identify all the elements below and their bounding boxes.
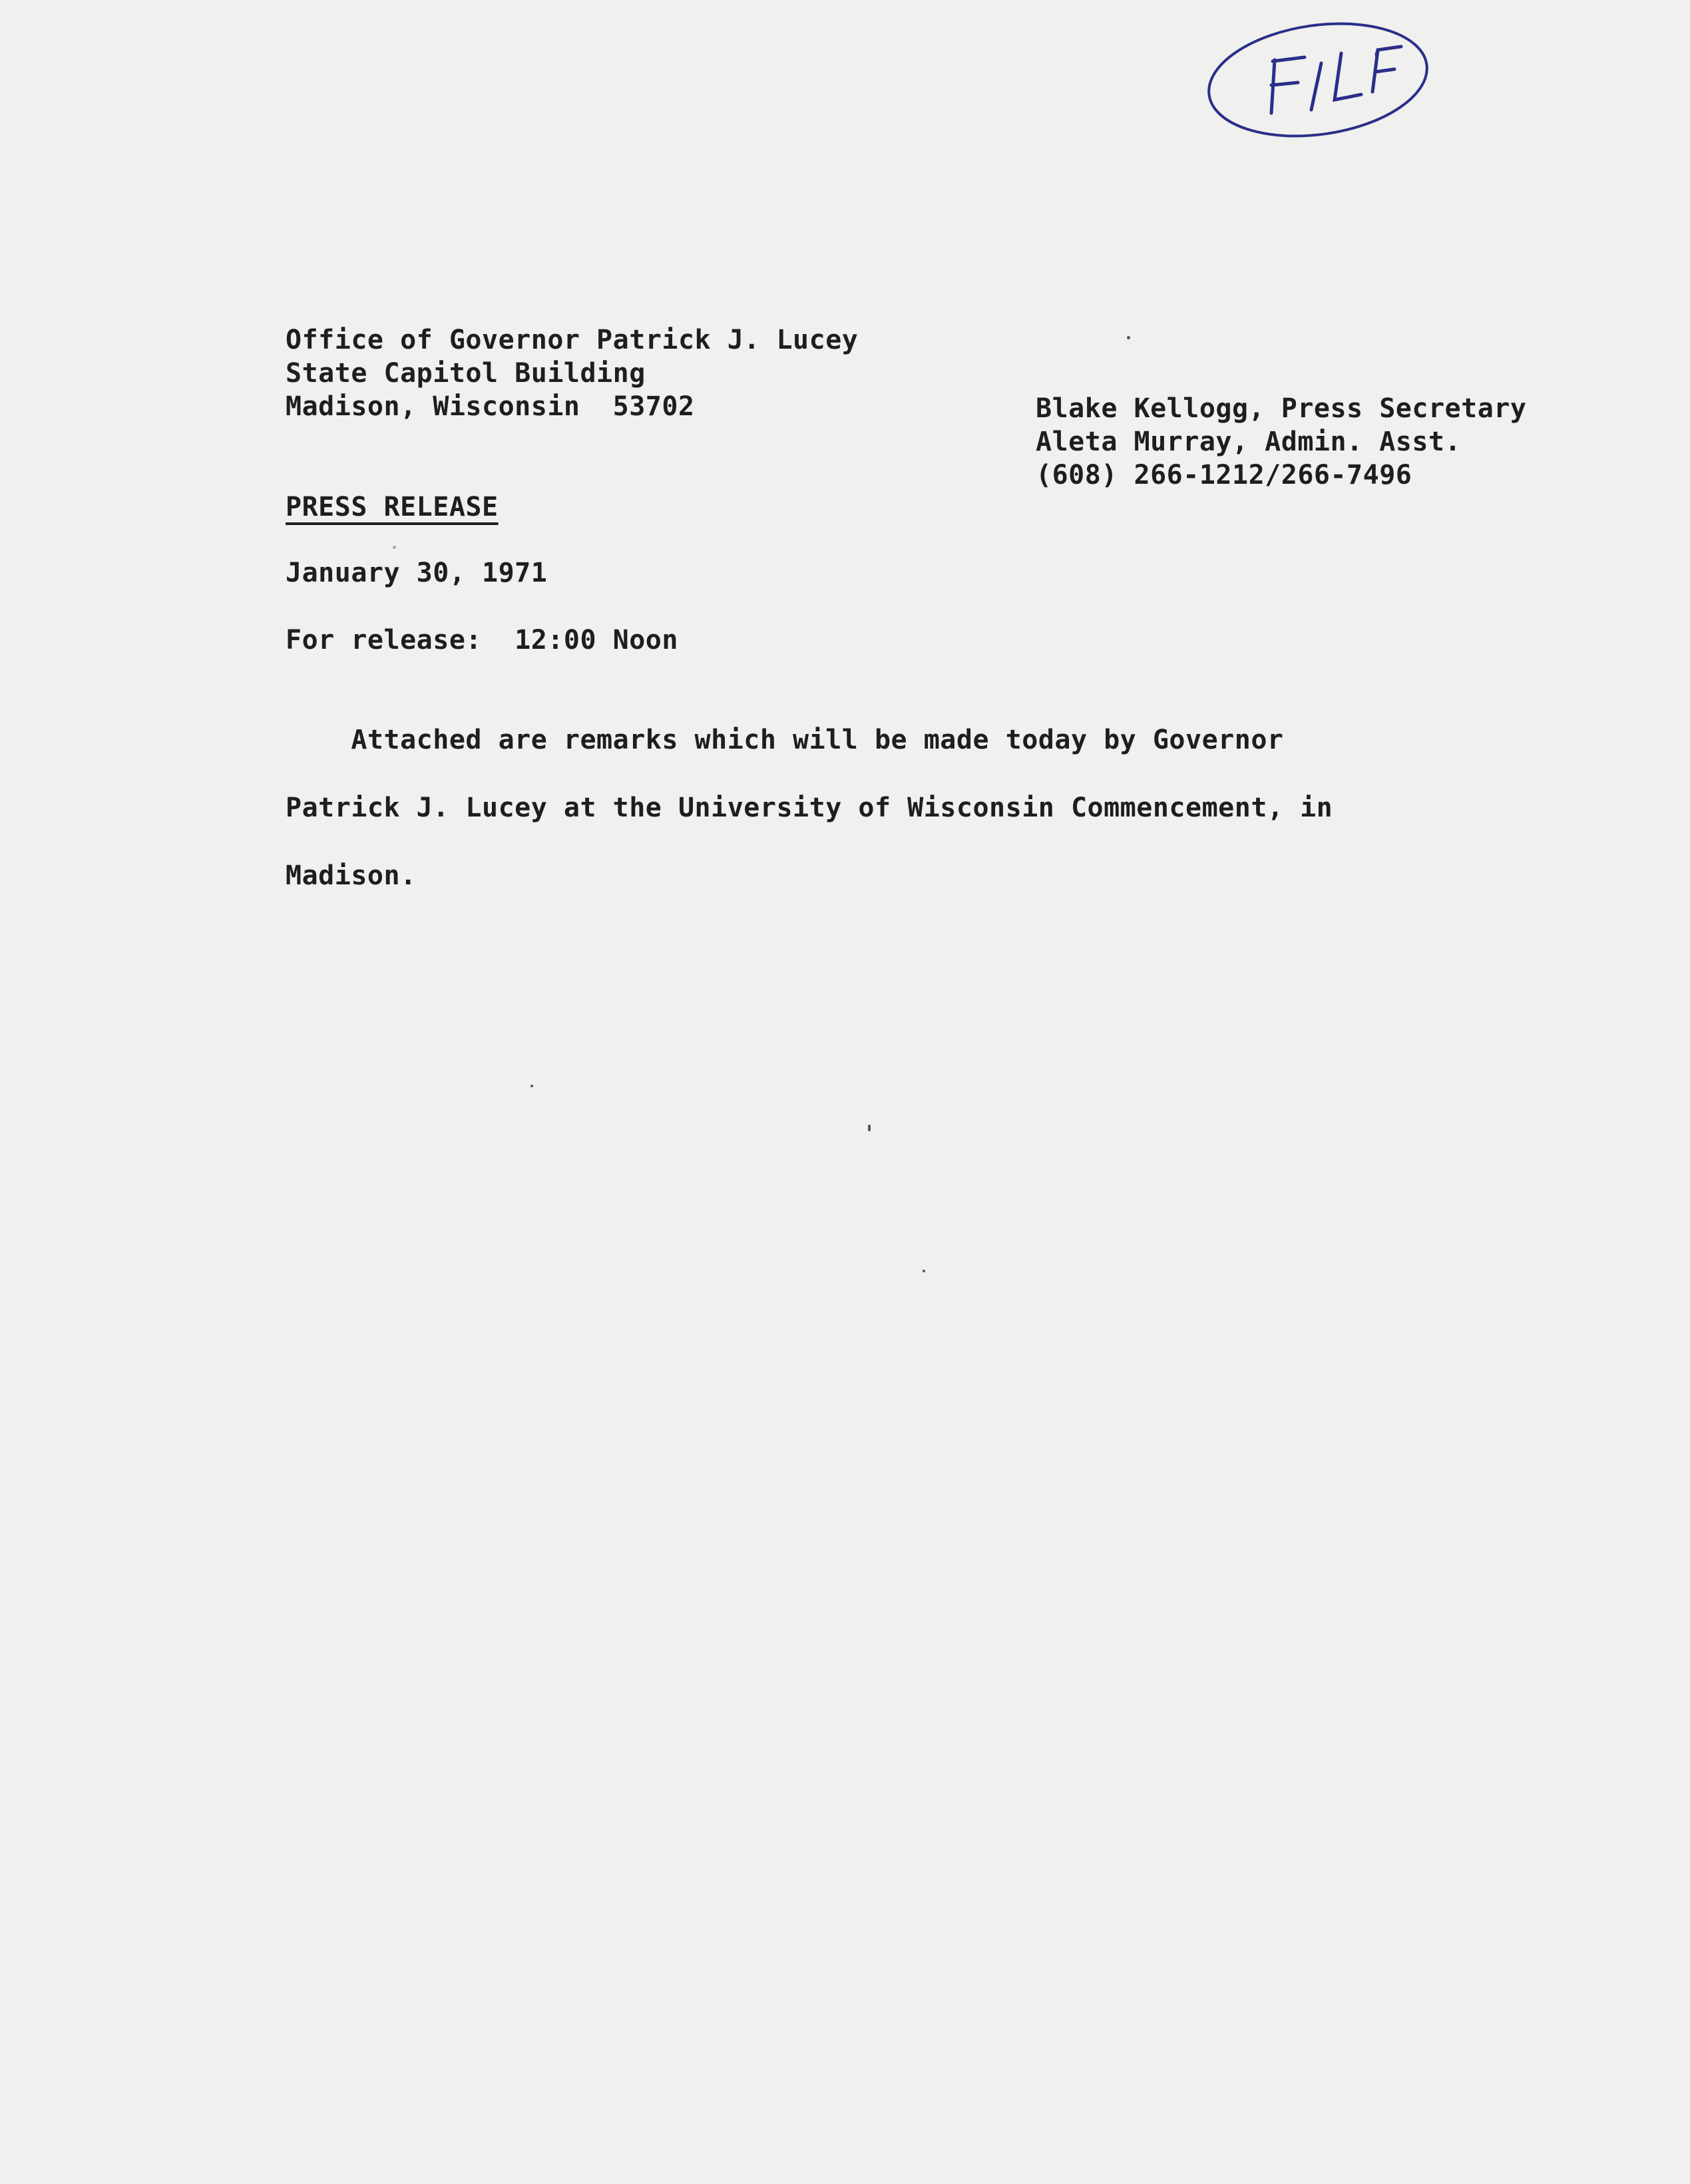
press-release-heading: PRESS RELEASE xyxy=(286,492,499,522)
body-line-1: Attached are remarks which will be made today by Governor xyxy=(286,725,1284,755)
paper-speck xyxy=(393,546,396,549)
body-line-2: Patrick J. Lucey at the University of Wisconsin Commencement, in xyxy=(286,793,1333,823)
release-time: For release: 12:00 Noon xyxy=(286,625,678,655)
paper-speck xyxy=(1127,336,1130,339)
sender-city: Madison, Wisconsin 53702 xyxy=(286,391,695,422)
contact-phone: (608) 266-1212/266-7496 xyxy=(1036,460,1412,490)
paper-speck xyxy=(868,1125,871,1131)
paper-speck xyxy=(923,1270,925,1272)
handwritten-file-annotation xyxy=(1198,13,1438,146)
file-circle-icon xyxy=(1198,13,1438,146)
contact-admin-assistant: Aleta Murray, Admin. Asst. xyxy=(1036,427,1462,457)
sender-building: State Capitol Building xyxy=(286,358,646,389)
paper-speck xyxy=(530,1085,533,1087)
contact-press-secretary: Blake Kellogg, Press Secretary xyxy=(1036,393,1527,424)
sender-office: Office of Governor Patrick J. Lucey xyxy=(286,325,859,355)
release-date: January 30, 1971 xyxy=(286,558,548,588)
body-line-3: Madison. xyxy=(286,860,417,891)
